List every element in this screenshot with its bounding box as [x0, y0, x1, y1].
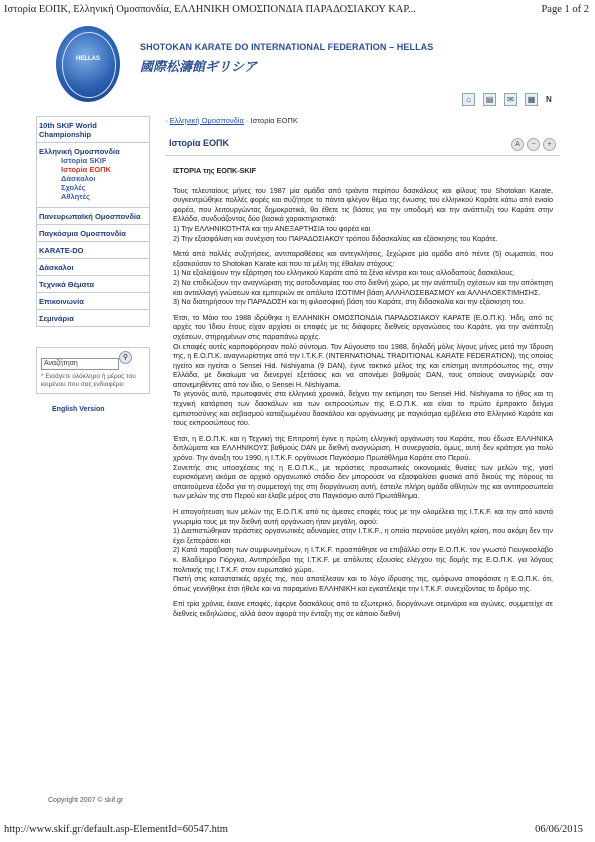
breadcrumb	[165, 116, 560, 125]
sidebar-group-greek-federation	[37, 143, 149, 208]
article-text: Τους τελευταίους μήνες του 1987 μία ομάδα από τριάντα περίπου δασκάλους και φίλους του Shotokan Karate, συγκεντρώθηκε πολλές φορές και συζήτησε το πάντα φλέγον θέμα της ένωσης του ελληνικού Καράτε κάτω από ενιαίο φορέα, που λειτουργώντας δημοκρατικά, θα έθετε τις βάσεις για την υποδομή και την ανάπτυξη του Καράτε στην Ελλάδα, συνδυάζοντας δύο βασικά χαρακτηριστικά:	[173, 185, 553, 224]
sidebar-submenu	[39, 156, 147, 201]
article-text: 2) Να επιδιώξουν την αναγνώριση της αυτοδυναμίας του στο διεθνή χώρο, με την ανάπτυξη σχέσεων και την απόκτηση και ανταλλαγή γνώσεων και εμπειριών σε απόλυτα ΙΣΟΤΙΜΗ βάση ΑΛΛΗΛΟΣΕΒΑΣΜΟΥ και ΑΛΛΗΛΟΕΚΤΙΜΗΣΗΣ.	[173, 277, 553, 297]
search-hint: * Εισάγετε ολόκληρο ή μέρος του κειμένου που σας ενδιαφέρει	[41, 373, 136, 388]
sidebar-item-european-federation[interactable]: Πανευρωπαϊκή Ομοσπονδία	[37, 208, 149, 225]
email-icon[interactable]: ✉	[504, 93, 517, 106]
article-paragraph	[173, 599, 553, 618]
sidebar-item-karate-do[interactable]: KARATE-DO	[37, 242, 149, 259]
home-icon[interactable]: ⌂	[462, 93, 475, 106]
article-text: 2) Την εξασφάλιση και συνέχιση του ΠΑΡΑΔΟΣΙΑΚΟΥ τρόπου διδασκαλίας και εξάσκησης του Καράτε.	[173, 233, 498, 243]
sidebar-item-technical-topics[interactable]: Τεχνικά Θέματα	[37, 276, 149, 293]
article-text: 1) Να εξαλείψουν την εξάρτηση του ελληνικού Καράτε από τα ξένα κέντρα και τους αλλοδαπούς δασκάλους.	[173, 268, 515, 278]
federation-logo[interactable]	[56, 26, 120, 102]
article-text: Συνεπής στις υποσχέσεις της η Ε.Ο.Π.Κ., με τεράστιες προσωπικές οικονομικές θυσίες των μελών της, γιατί ευρισκόμενη ακόμα σε αρχικό οργανωτικό στάδιο δεν μπορούσε να εξασφαλίσει φυσικά από δικούς της πόρους τα απαιτούμενα έξοδα για τη συμμετοχή της στη διοργάνωση αυτή, έστειλε πλήρη ομάδα αθλητών της και αντιπροσωπεία των μελών της στο Περού και έλαβε μέρος στο Παγκόσμιο αυτό Πρωτάθλημα.	[173, 462, 553, 501]
article-text: Έτσι, το Μάιο του 1988 ιδρύθηκε η ΕΛΛΗΝΙΚΗ ΟΜΟΣΠΟΝΔΙΑ ΠΑΡΑΔΟΣΙΑΚΟΥ ΚΑΡΑΤΕ (Ε.Ο.Π.Κ). Ήδη, από τις αρχές του Ίδιου έτους είχαν αρχίσει οι επαφές με τις διάφορες διεθνείς οργανώσεις του Καράτε, για την ανάπτυξη σχέσεων, στηριγμένων στις παραπάνω αρχές.	[173, 312, 553, 341]
sidebar-nav	[36, 116, 150, 327]
breadcrumb-separator: ·	[243, 116, 251, 125]
sidebar-subitem-athletes[interactable]: Αθλητές	[61, 192, 90, 201]
english-version-link[interactable]: English Version	[52, 406, 105, 413]
search-panel	[36, 347, 150, 394]
search-input[interactable]	[41, 358, 119, 370]
article-paragraph	[173, 313, 553, 428]
article-text: Πιστή στις καταστατικές αρχές της, που αποτέλεσαν και το λόγο ίδρυσης της, ομόφωνα αποφάσισε η Ε.Ο.Π.Κ. ότι, όπως γεννήθηκε έτσι ήθελε και να παραμείνει ΕΛΛΗΝΙΚΗ και εγκατέλειψε την I.T.K.F. συνεχίζοντας το δρόμο της.	[173, 574, 553, 593]
sidebar-item-world-federation[interactable]: Παγκόσμια Ομοσπονδία	[37, 225, 149, 242]
sidebar-item-contact[interactable]: Επικοινωνία	[37, 293, 149, 310]
page-title-bar	[165, 133, 560, 156]
search-icon[interactable]: ⚲	[119, 351, 132, 364]
breadcrumb-link-greek-federation[interactable]: Ελληνική Ομοσπονδία	[169, 116, 244, 125]
article-paragraph	[173, 507, 553, 593]
article-paragraph	[173, 186, 553, 244]
language-toggle[interactable]: N	[546, 94, 552, 104]
article-subtitle: ΙΣΤΟΡΙΑ της ΕΟΠΚ-SKIF	[173, 166, 257, 175]
logo-text: HELLAS	[76, 56, 100, 62]
article-text: 1) Διαπιστώθηκαν τεράστιες οργανωτικές αδυναμίες στην I.T.K.F., η οποία περνούσε μεγάλη κρίση, που ακόμη δεν την έχει ξεπεράσει και	[173, 526, 553, 545]
sidebar-item-world-championship[interactable]: 10th SKIF World Championship	[37, 117, 149, 143]
page-title: Ιστορία ΕΟΠΚ	[169, 138, 230, 148]
sidebar-subitem-eopk-history[interactable]: Ιστορία ΕΟΠΚ	[61, 165, 112, 174]
article-paragraph	[173, 249, 553, 307]
page-toolbar	[462, 92, 574, 106]
sidebar-subitem-schools[interactable]: Σχολές	[61, 183, 86, 192]
sidebar-item-seminars[interactable]: Σεμινάρια	[37, 310, 149, 327]
article-text: 2) Κατά παράβαση των συμφωνημένων, η I.T.K.F. προσπάθησε να επιβάλλει στην Ε.Ο.Π.Κ. τον γνωστό Γιουγκοσλάβο κ. Βλαδίμηρο Γιόργκα, Αντιπρόεδρο της I.T.K.F. με απόλυτες εξουσίες ελέγχου της δομής της Ε.Ο.Π.Κ. για λόγους πολιτικής της I.T.K.F. στον ευρωπαϊκό χώρο.	[173, 545, 553, 574]
print-page-number: Page 1 of 2	[541, 4, 589, 15]
article-text: 1) Την ΕΛΛΗΝΙΚΟΤΗΤΑ και την ΑΝΕΞΑΡΤΗΣΙΑ του φορέα και	[173, 223, 371, 233]
font-size-reset-icon[interactable]: +	[543, 138, 556, 151]
article-text: Μετά από πολλές συζητήσεις, αντιπαραθέσεις και αντεγκλήσεις, ξεχώρισε μία ομάδα από πέντε (5) σωματεία, που εξασκούσαν το Shotokan Karate και που τα μέλη της έθαλαν στόχους:	[173, 249, 553, 268]
article-text: Η απογοήτευση των μελών της Ε.Ο.Π.Κ από τις άμεσες επαφές τους με την ολομέλεια της I.T.K.F. και την από κοντά γνωριμία τους με την διεθνή αυτή οργάνωση ήταν μεγάλη, αφού:	[173, 507, 553, 526]
breadcrumb-current: Ιστορία ΕΟΠΚ	[250, 116, 298, 125]
copyright: Copyright 2007 © skif.gr	[48, 797, 124, 804]
print-title: Ιστορία ΕΟΠΚ, Ελληνική Ομοσπονδία, ΕΛΛΗΝΙΚΗ ΟΜΟΣΠΟΝΔΙΑ ΠΑΡΑΔΟΣΙΑΚΟΥ ΚΑΡ...	[4, 4, 416, 15]
font-size-decrease-icon[interactable]: −	[527, 138, 540, 151]
print-icon[interactable]: ▤	[483, 93, 496, 106]
article-text: Έτσι, η Ε.Ο.Π.Κ. και η Τεχνική της Επιτροπή έγινε η πρώτη ελληνική οργάνωση του Καράτε, που έδωσε ΕΛΛΗΝΙΚΑ διπλώματα και ΕΛΛΗΝΙΚΟΥΣ βαθμούς DAN με διεθνή αναγνώριση. Η συνεργασία, όμως, αυτή δεν κράτησε για πολύ χρόνο. Την άνοιξη του 1990, η I.T.K.F. οργάνωσε Παγκόσμιο Πρωτάθλημα Καράτε στο Περού.	[173, 433, 553, 463]
sidebar-item-greek-federation[interactable]: Ελληνική Ομοσπονδία	[39, 147, 120, 156]
print-url: http://www.skif.gr/default.asp-ElementId=60547.htm	[4, 824, 228, 835]
breadcrumb-separator: ·	[165, 116, 170, 125]
sidebar	[36, 116, 150, 413]
federation-name: SHOTOKAN KARATE DO INTERNATIONAL FEDERATION – HELLAS	[140, 42, 434, 52]
article-body	[165, 166, 553, 619]
article-text: Επί τρία χρόνια, έκανε επαφές, έφερνε δασκάλους από το εξωτερικό, διοργάνωνε σεμινάρια και αγώνες, συμμετείχε σε διεθνείς εκδηλώσεις, αλλά όσον αφορά την ένταξη της σε κάποιο διεθνή	[173, 599, 553, 618]
sidebar-subitem-skif-history[interactable]: Ιστορία SKIF	[61, 156, 107, 165]
article-text: Οι επαφές αυτές καρποφόρησαν πολύ σύντομα. Τον Αύγουστο του 1988, δηλαδή μόλις λίγους μήνες μετά την Ίδρυση της, η Ε.Ο.Π.Κ. αναγνωρίστηκε από την I.T.K.F. (INTERNATIONAL TRADITIONAL KARATE FEDERATION), της οποίας ηγείτο και ηγείται ο Sensei Hid. Nishiyama (9 DAN), έγινε τακτικό μέλος της και επίσημη αντιπρόσωπος της, στην Ελλάδα, με δικαίωμα να διενεργεί εξετάσεις και να απονέμει βαθμούς DAN, τους οποίους αναγνώριζε σαν απονεμηθέντες από τον ίδιο, ο Sensei H. Nishiyama.	[173, 341, 553, 389]
article-paragraph	[173, 434, 553, 501]
federation-japanese-name: 國際松濤館ギリシア	[140, 59, 258, 74]
sitemap-icon[interactable]: ▦	[525, 93, 538, 106]
sidebar-item-teachers[interactable]: Δάσκαλοι	[37, 259, 149, 276]
print-footer	[0, 820, 595, 842]
main-content	[165, 116, 560, 625]
font-size-increase-icon[interactable]: A	[511, 138, 524, 151]
sidebar-subitem-teachers[interactable]: Δάσκαλοι	[61, 174, 96, 183]
article-text: Το γεγονός αυτό, πρωτοφανές στα ελληνικά χρονικά, δείχνει την εκτίμηση του Sensei Hid. Nishiyama το ήθος και τη τεχνική κατάρτιση των δασκάλων και των εκπροσώπων της Ε.Ο.Π.Κ. και είναι το πρώτο έμπρακτο δείγμα εμπιστοσύνης και σεβασμού καταξιωμένου δασκάλου και οργάνωσης με παγκόσμια εμβέλεια στο Ελληνικό Καράτε και τους εκπροσώπους του.	[173, 389, 553, 428]
logo-ring	[62, 32, 116, 98]
article-text: 3) Να διατηρήσουν την ΠΑΡΑΔΟΣΗ και τη φιλοσοφική βάση του Καράτε, στη διδασκαλία και την εξάσκηση του.	[173, 297, 525, 307]
print-date: 06/06/2015	[535, 824, 583, 835]
print-header	[0, 0, 595, 22]
